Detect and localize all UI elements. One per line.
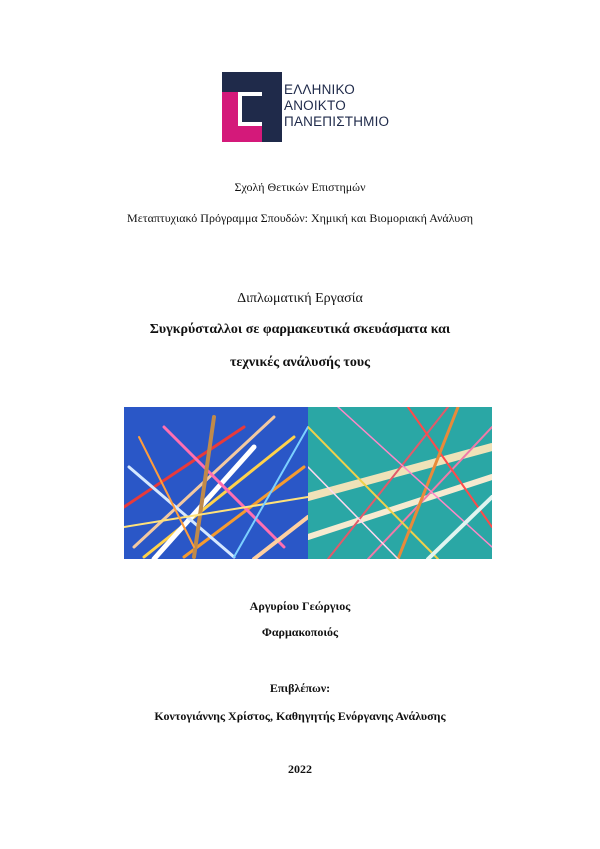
logo-text — [284, 82, 389, 130]
thesis-title-line-2: τεχνικές ανάλυσής τους — [229, 355, 371, 370]
logo-emblem-icon — [222, 72, 282, 142]
author-profession: Φαρμακοποιός — [261, 625, 339, 639]
crystal-photo-left — [124, 407, 308, 559]
year: 2022 — [288, 762, 312, 776]
school-name: Σχολή Θετικών Επιστημών — [234, 180, 366, 194]
university-logo — [222, 72, 412, 142]
supervisor-label: Επιβλέπων: — [269, 681, 331, 695]
author-name: Αργυρίου Γεώργιος — [249, 599, 351, 613]
crystal-photo-right — [308, 407, 492, 559]
thesis-title-line-1: Συγκρύσταλλοι σε φαρμακευτικά σκευάσματα και — [149, 322, 451, 337]
thesis-type: Διπλωματική Εργασία — [237, 291, 363, 306]
logo-line-1: ΕΛΛΗΝΙΚΟ — [284, 82, 355, 97]
logo-line-2: ΑΝΟΙΚΤΟ — [284, 98, 346, 113]
program-name: Μεταπτυχιακό Πρόγραμμα Σπουδών: Χημική και Βιομοριακή Ανάλυση — [127, 211, 473, 225]
crystal-images — [124, 407, 492, 559]
supervisor-name: Κοντογιάννης Χρίστος, Καθηγητής Ενόργανης Ανάλυσης — [154, 709, 446, 723]
logo-line-3: ΠΑΝΕΠΙΣΤΗΜΙΟ — [284, 114, 390, 129]
